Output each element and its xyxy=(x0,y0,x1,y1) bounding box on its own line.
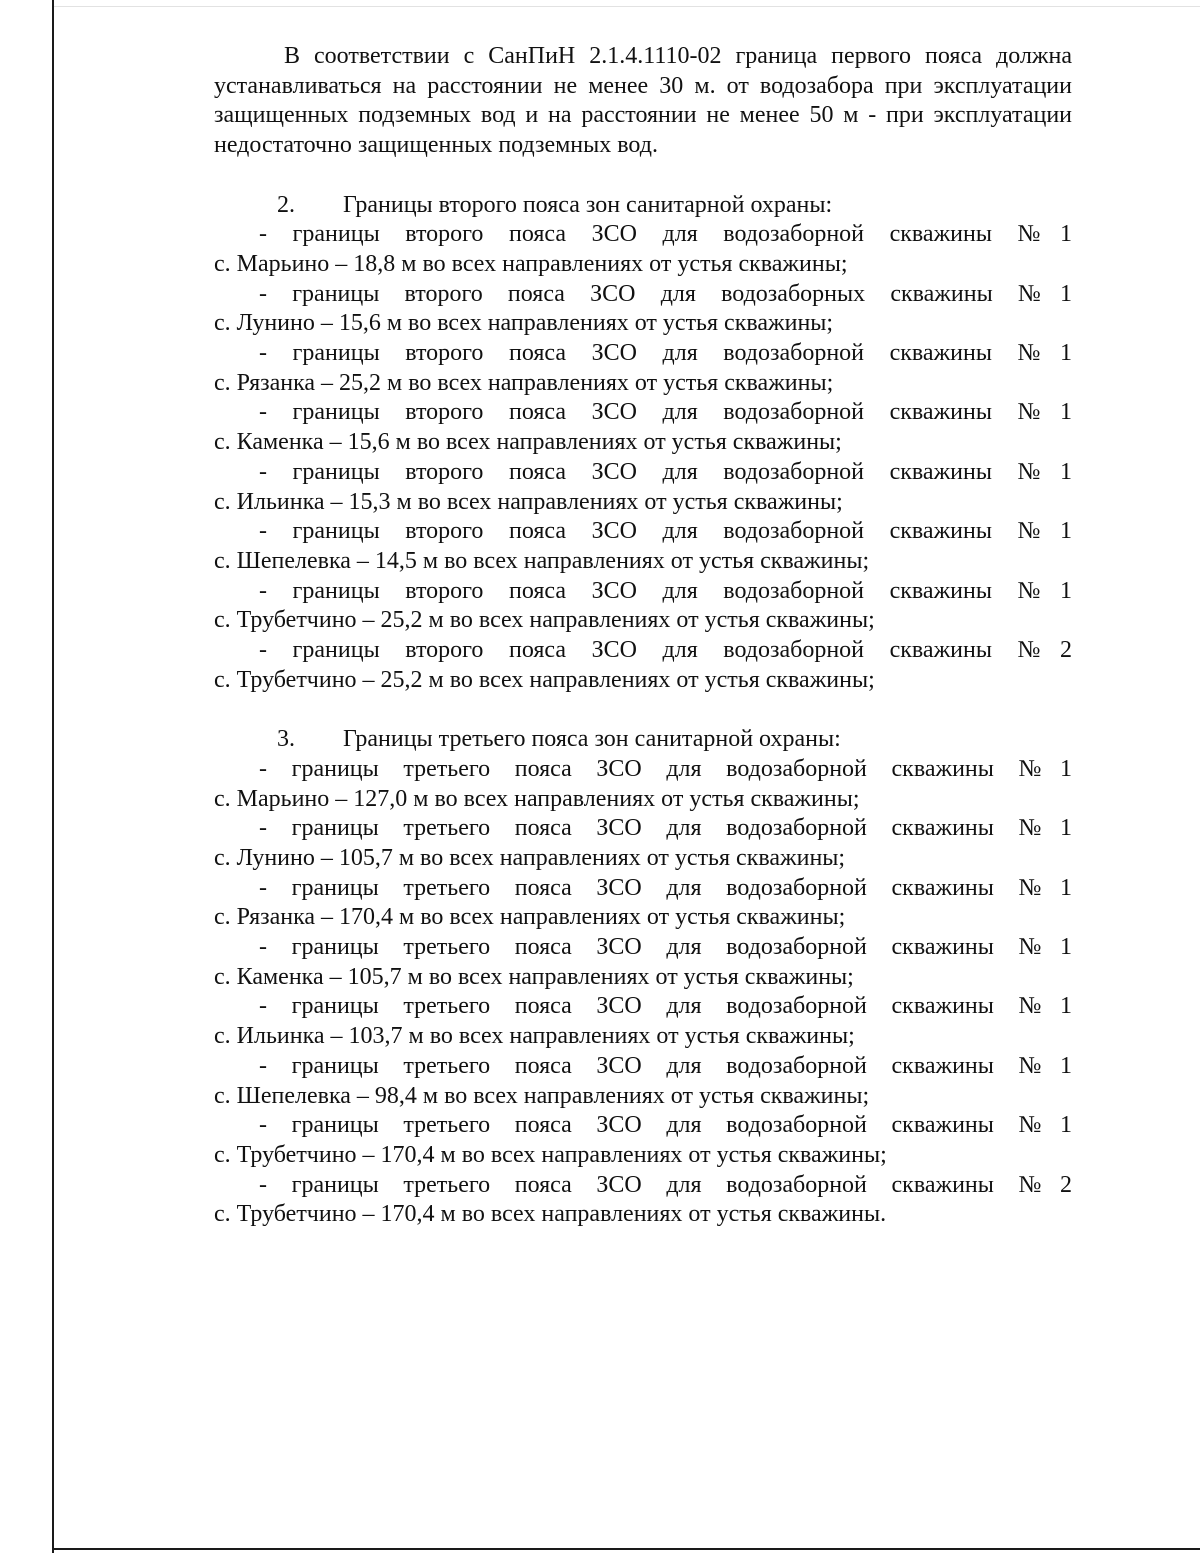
list-item xyxy=(214,1052,1072,1111)
page-left-edge xyxy=(52,0,54,1553)
list-item-line-1: - границы третьего пояса ЗСО для водозаборной скважины №1 xyxy=(259,934,1072,961)
list-item-line-2: с. Ильинка – 103,7 м во всех направлениях от устья скважины; xyxy=(214,1023,855,1050)
list-item-line-2: с. Лунино – 105,7 м во всех направлениях от устья скважины; xyxy=(214,844,846,871)
list-item-line-1: - границы третьего пояса ЗСО для водозаборной скважины №1 xyxy=(259,1052,1072,1079)
list-item xyxy=(214,339,1072,398)
list-item-line-2: с. Марьино – 18,8 м во всех направлениях от устья скважины; xyxy=(214,250,848,277)
list-item-line-1: - границы третьего пояса ЗСО для водозаборной скважины №1 xyxy=(259,1112,1072,1139)
list-item-line-2: с. Трубетчино – 25,2 м во всех направлениях от устья скважины; xyxy=(214,607,875,634)
list-item-line-1: - границы третьего пояса ЗСО для водозаборной скважины №1 xyxy=(259,755,1072,782)
list-item xyxy=(214,577,1072,636)
list-item-line-1: - границы второго пояса ЗСО для водозаборной скважины №1 xyxy=(259,340,1072,367)
section-3-title: Границы третьего пояса зон санитарной охраны: xyxy=(343,726,841,753)
list-item-line-2: с. Трубетчино – 170,4 м во всех направлениях от устья скважины. xyxy=(214,1201,887,1228)
list-item-line-2: с. Лунино – 15,6 м во всех направлениях от устья скважины; xyxy=(214,310,834,337)
list-item-line-1: - границы второго пояса ЗСО для водозаборных скважины №1 xyxy=(259,280,1072,307)
section-2-title: Границы второго пояса зон санитарной охраны: xyxy=(343,191,833,218)
list-item-line-2: с. Шепелевка – 14,5 м во всех направлениях от устья скважины; xyxy=(214,547,870,574)
list-item-line-1: - границы второго пояса ЗСО для водозаборной скважины №1 xyxy=(259,518,1072,545)
list-item-line-1: - границы третьего пояса ЗСО для водозаборной скважины №2 xyxy=(259,1171,1072,1198)
list-item-line-1: - границы второго пояса ЗСО для водозаборной скважины №2 xyxy=(259,637,1072,664)
list-item xyxy=(214,280,1072,339)
document-body xyxy=(214,42,1072,1230)
list-item xyxy=(214,398,1072,457)
list-item xyxy=(214,636,1072,695)
list-item-line-1: - границы третьего пояса ЗСО для водозаборной скважины №1 xyxy=(259,993,1072,1020)
list-item-line-2: с. Трубетчино – 170,4 м во всех направлениях от устья скважины; xyxy=(214,1141,887,1168)
list-item-line-1: - границы третьего пояса ЗСО для водозаборной скважины №1 xyxy=(259,874,1072,901)
section-3-number: 3. xyxy=(277,726,295,753)
list-item-line-1: - границы второго пояса ЗСО для водозаборной скважины №1 xyxy=(259,458,1072,485)
list-item-line-2: с. Ильинка – 15,3 м во всех направлениях от устья скважины; xyxy=(214,488,843,515)
list-item-line-2: с. Марьино – 127,0 м во всех направлениях от устья скважины; xyxy=(214,785,860,812)
list-item xyxy=(214,874,1072,933)
list-item xyxy=(214,814,1072,873)
list-item-line-2: с. Рязанка – 25,2 м во всех направлениях от устья скважины; xyxy=(214,369,834,396)
section-3-list xyxy=(214,755,1072,1230)
list-item-line-1: - границы второго пояса ЗСО для водозаборной скважины №1 xyxy=(259,221,1072,248)
list-item-line-2: с. Шепелевка – 98,4 м во всех направлениях от устья скважины; xyxy=(214,1082,870,1109)
spacer xyxy=(214,695,1072,725)
list-item xyxy=(214,517,1072,576)
list-item-line-2: с. Рязанка – 170,4 м во всех направлениях от устья скважины; xyxy=(214,904,846,931)
list-item xyxy=(214,458,1072,517)
list-item-line-2: с. Трубетчино – 25,2 м во всех направлениях от устья скважины; xyxy=(214,666,875,693)
section-3-heading xyxy=(214,725,1072,755)
list-item xyxy=(214,933,1072,992)
section-2-list xyxy=(214,220,1072,695)
intro-paragraph: В соответствии с СанПиН 2.1.4.1110-02 граница первого пояса должна устанавливаться на расстоянии не менее 30 м. от водозабора при эксплуатации защищенных подземных вод и на расстоянии не менее 50 м - при эксплуатации недостаточно защищенных подземных вод. xyxy=(214,43,1072,159)
list-item-line-2: с. Каменка – 105,7 м во всех направлениях от устья скважины; xyxy=(214,963,854,990)
page-top-edge xyxy=(54,6,1200,7)
list-item xyxy=(214,992,1072,1051)
list-item-line-1: - границы третьего пояса ЗСО для водозаборной скважины №1 xyxy=(259,815,1072,842)
list-item xyxy=(214,1171,1072,1230)
list-item xyxy=(214,220,1072,279)
list-item-line-1: - границы второго пояса ЗСО для водозаборной скважины №1 xyxy=(259,399,1072,426)
list-item-line-1: - границы второго пояса ЗСО для водозаборной скважины №1 xyxy=(259,577,1072,604)
section-2-heading xyxy=(214,191,1072,221)
spacer xyxy=(214,161,1072,191)
page-bottom-edge xyxy=(52,1548,1200,1550)
section-2-number: 2. xyxy=(277,191,295,218)
list-item xyxy=(214,755,1072,814)
list-item xyxy=(214,1111,1072,1170)
list-item-line-2: с. Каменка – 15,6 м во всех направлениях от устья скважины; xyxy=(214,429,842,456)
